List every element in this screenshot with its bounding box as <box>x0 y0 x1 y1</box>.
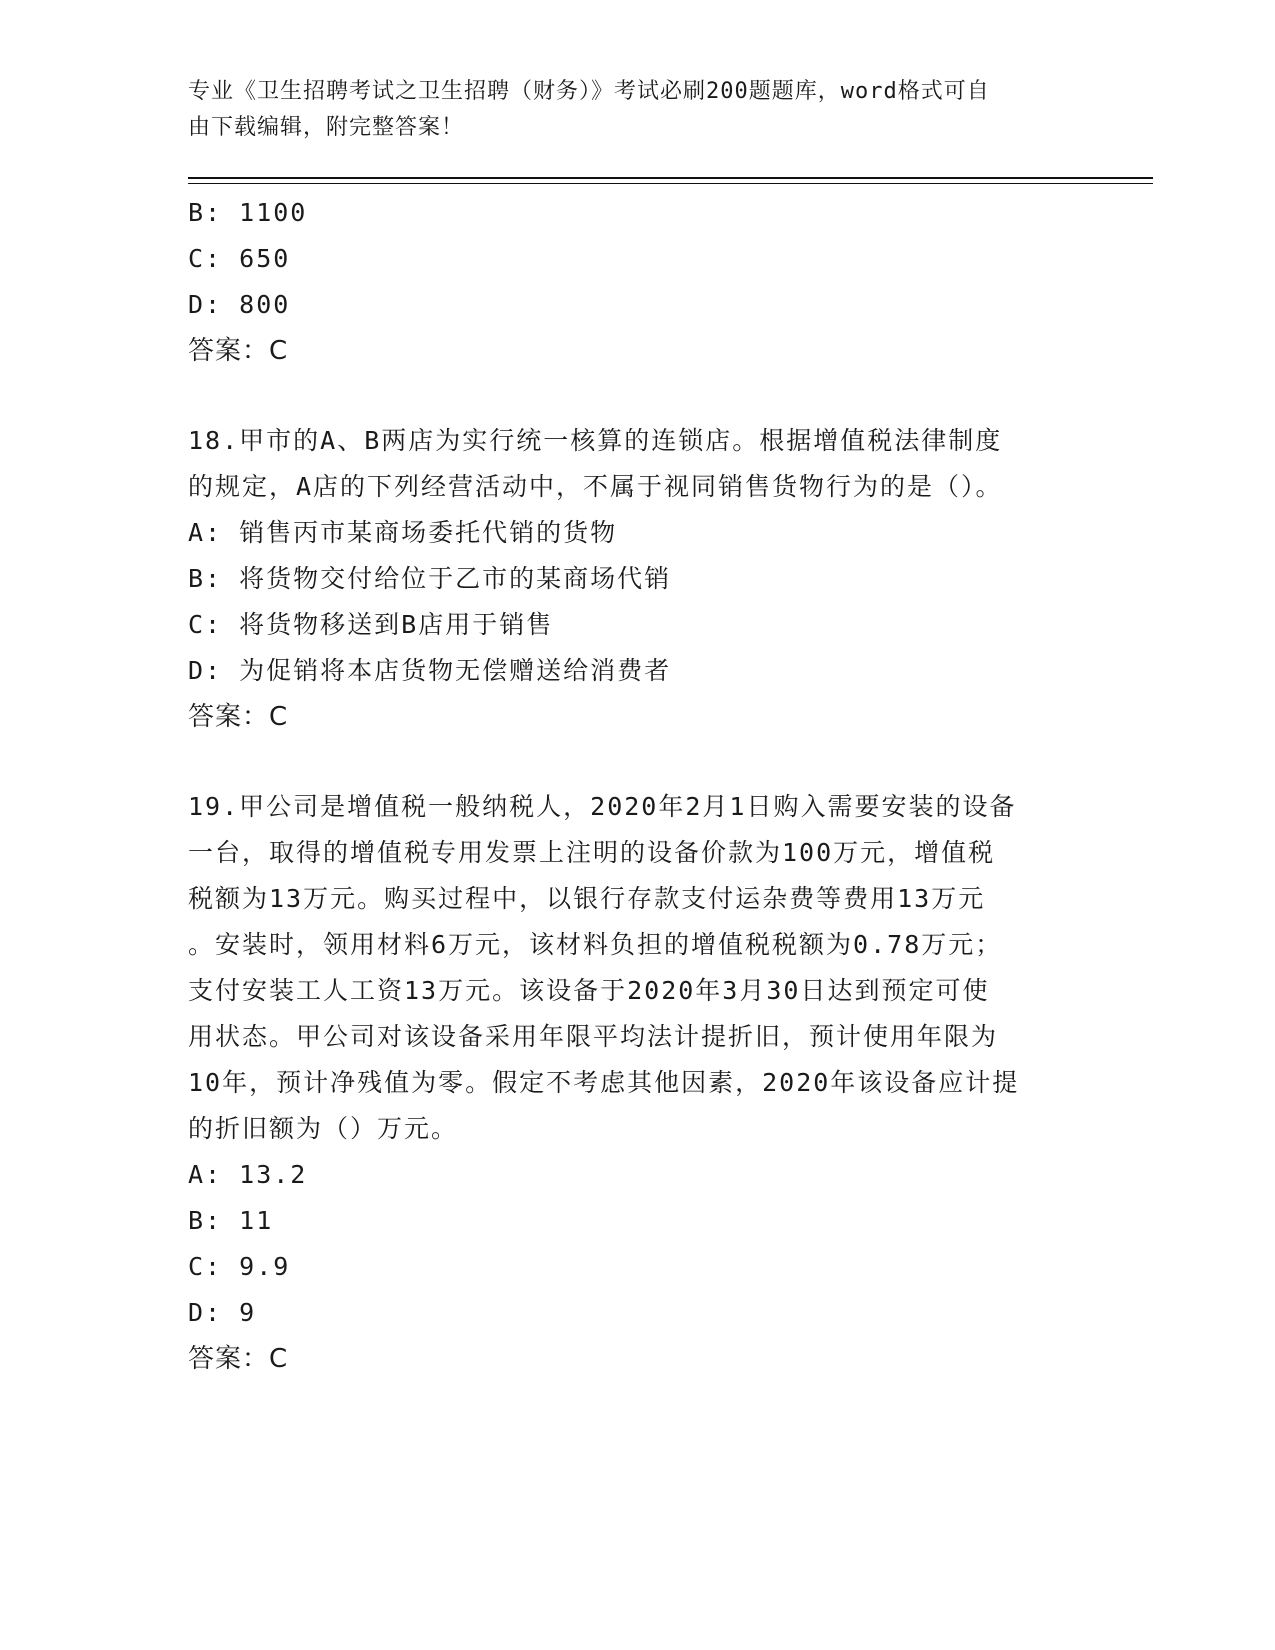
answer-line: 答案：C <box>188 1344 289 1374</box>
option-d: D: 800 <box>188 290 291 319</box>
option-c: C: 将货物移送到B店用于销售 <box>188 610 554 639</box>
option-c: C: 650 <box>188 244 291 273</box>
header-divider-thick <box>188 177 1153 179</box>
header-title-line-2: 由下载编辑，附完整答案！ <box>188 115 465 140</box>
answer-line: 答案：C <box>188 336 289 366</box>
answer-line: 答案：C <box>188 702 289 732</box>
header-title-line-1: 专业《卫生招聘考试之卫生招聘（财务）》考试必刷200题题库，word格式可自 <box>188 79 990 104</box>
spacer <box>188 740 1088 784</box>
question-19 <box>188 784 1088 1382</box>
question-stem-line: 一台，取得的增值税专用发票上注明的设备价款为100万元，增值税 <box>188 838 996 867</box>
question-17-tail <box>188 190 1088 374</box>
question-stem-line: 用状态。甲公司对该设备采用年限平均法计提折旧，预计使用年限为 <box>188 1022 999 1051</box>
question-18 <box>188 418 1088 740</box>
option-a: A: 13.2 <box>188 1160 308 1189</box>
question-stem-line: 的折旧额为（）万元。 <box>188 1114 459 1143</box>
option-d: D: 为促销将本店货物无偿赠送给消费者 <box>188 656 672 685</box>
option-a: A: 销售丙市某商场委托代销的货物 <box>188 518 618 547</box>
question-stem-line: 。安装时，领用材料6万元，该材料负担的增值税税额为0.78万元； <box>188 930 1003 959</box>
option-b: B: 将货物交付给位于乙市的某商场代销 <box>188 564 672 593</box>
option-b: B: 1100 <box>188 198 308 227</box>
question-stem-line: 18.甲市的A、B两店为实行统一核算的连锁店。根据增值税法律制度 <box>188 426 1003 455</box>
document-body <box>188 190 1088 1382</box>
question-stem-line: 19.甲公司是增值税一般纳税人，2020年2月1日购入需要安装的设备 <box>188 792 1017 821</box>
spacer <box>188 374 1088 418</box>
option-b: B: 11 <box>188 1206 274 1235</box>
option-d: D: 9 <box>188 1298 257 1327</box>
option-c: C: 9.9 <box>188 1252 291 1281</box>
header-divider-thin <box>188 183 1153 184</box>
question-stem-line: 税额为13万元。购买过程中，以银行存款支付运杂费等费用13万元 <box>188 884 986 913</box>
question-stem-line: 10年，预计净残值为零。假定不考虑其他因素，2020年该设备应计提 <box>188 1068 1020 1097</box>
question-stem-line: 的规定，A店的下列经营活动中，不属于视同销售货物行为的是（）。 <box>188 472 1003 501</box>
question-stem-line: 支付安装工人工资13万元。该设备于2020年3月30日达到预定可使 <box>188 976 990 1005</box>
document-header <box>188 74 1068 146</box>
